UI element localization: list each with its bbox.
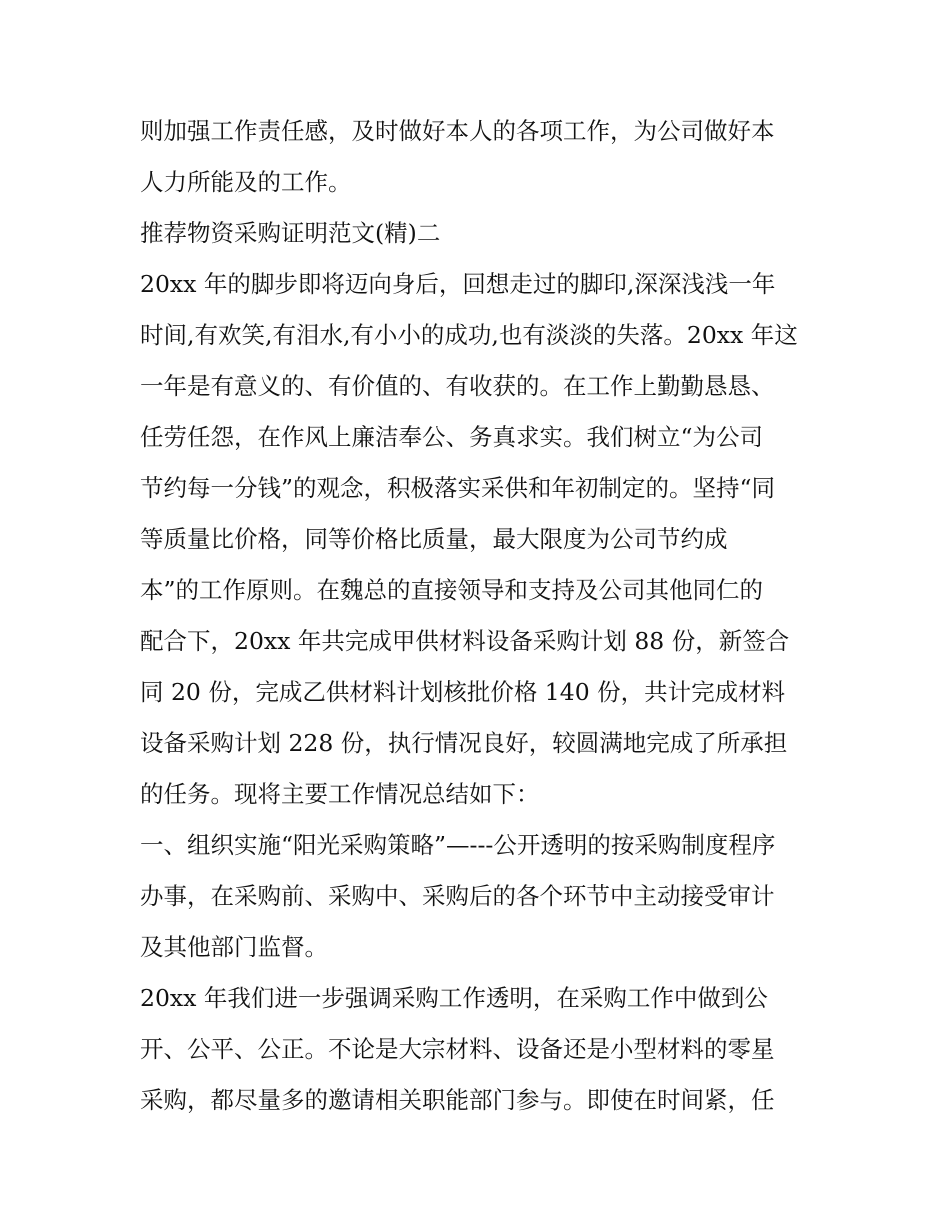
text-line: 任劳任怨，在作风上廉洁奉公、务真求实。我们树立“为公司 [140,423,764,451]
text-line: 同 20 份，完成乙供材料计划核批价格 140 份，共计完成材料 [140,678,786,706]
text-line: 人力所能及的工作。 [140,168,352,196]
text-line: 一、组织实施“阳光采购策略”—---公开透明的按采购制度程序 [140,831,776,859]
text-line: 等质量比价格，同等价格比质量，最大限度为公司节约成 [140,525,728,553]
text-line: 开、公平、公正。不论是大宗材料、设备还是小型材料的零星 [140,1035,775,1063]
text-line: 设备采购计划 228 份，执行情况良好，较圆满地完成了所承担 [140,729,788,757]
text-line: 配合下，20xx 年共完成甲供材料设备采购计划 88 份，新签合 [140,627,790,655]
text-line: 节约每一分钱”的观念，积极落实采供和年初制定的。坚持“同 [140,474,776,502]
text-line: 的任务。现将主要工作情况总结如下： [140,780,540,808]
document-body [140,106,820,1126]
section-heading: 推荐物资采购证明范文(精)二 [140,219,441,247]
text-line: 办事，在采购前、采购中、采购后的各个环节中主动接受审计 [140,882,775,910]
text-line: 时间,有欢笑,有泪水,有小小的成功,也有淡淡的失落。20xx 年这 [140,321,798,349]
text-line: 则加强工作责任感，及时做好本人的各项工作，为公司做好本 [140,117,775,145]
text-line: 本”的工作原则。在魏总的直接领导和支持及公司其他同仁的 [140,576,764,604]
text-line: 20xx 年的脚步即将迈向身后，回想走过的脚印,深深浅浅一年 [140,270,776,298]
text-line: 一年是有意义的、有价值的、有收获的。在工作上勤勤恳恳、 [140,372,775,400]
text-line: 及其他部门监督。 [140,933,328,961]
text-line: 20xx 年我们进一步强调采购工作透明，在采购工作中做到公 [140,984,768,1012]
text-line: 采购，都尽量多的邀请相关职能部门参与。即使在时间紧，任 [140,1086,775,1114]
